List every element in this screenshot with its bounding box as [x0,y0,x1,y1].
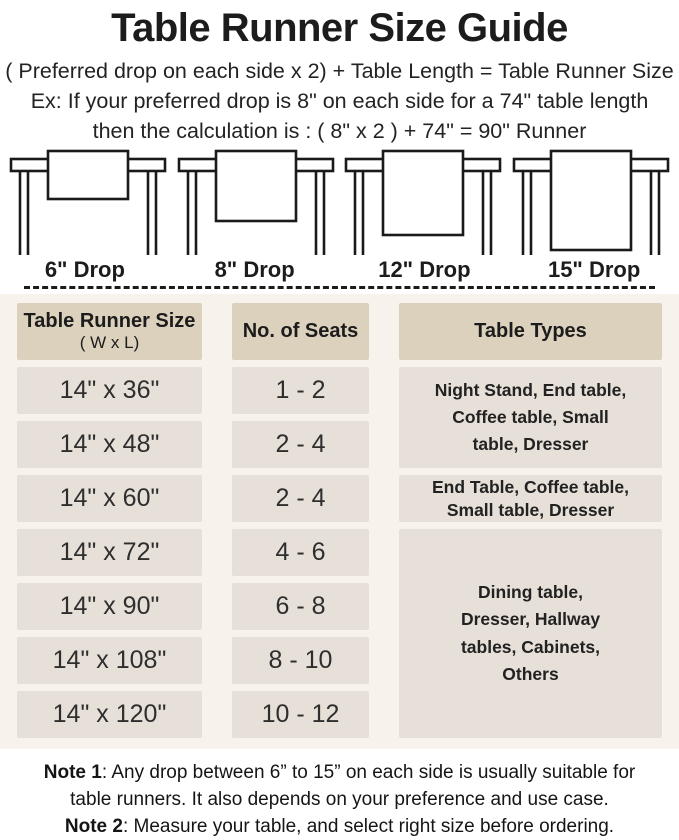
notes-section [0,759,679,840]
seats-cell-row6: 8 - 10 [232,637,369,684]
drop-label-8in: 8" Drop [214,257,295,282]
seats-cell-row7: 10 - 12 [232,691,369,738]
column-header-table-types: Table Types [399,303,662,360]
note-1-text: : Any drop between 6” to 15” on each side is usually suitable for [101,762,636,783]
seats-cell-row3: 2 - 4 [232,475,369,522]
table-drop-diagram-6in [8,148,168,256]
column-header-seats: No. of Seats [232,303,369,360]
table-types-group-large [399,529,662,738]
drop-label-6in: 6" Drop [44,257,125,282]
table-drop-diagram-12in [343,148,503,256]
seats-cell-row1: 1 - 2 [232,367,369,414]
table-types-line: End Table, Coffee table, [431,476,630,497]
table-types-line: Dining table, [478,582,583,603]
seats-cell-row4: 4 - 6 [232,529,369,576]
note-2-label: Note 2 [64,816,123,837]
note-1-line-1 [0,759,679,786]
note-2-line [0,813,679,840]
drop-label-15in: 15" Drop [547,257,641,282]
size-cell-row2: 14" x 48" [17,421,202,468]
table-types-line: tables, Cabinets, [460,636,601,657]
table-drop-diagram-8in [176,148,336,256]
runner-shape [551,151,631,250]
table-types-line: Small table, Dresser [446,499,615,520]
size-guide-table [17,303,663,738]
example-line-2: then the calculation is : ( 8" x 2 ) + 74" = 90" Runner [92,119,587,143]
column-header-runner-size-title: Table Runner Size [23,310,196,333]
size-cell-row1: 14" x 36" [17,367,202,414]
size-cell-row3: 14" x 60" [17,475,202,522]
runner-shape [216,151,296,221]
table-types-line: table, Dresser [472,434,589,455]
size-cell-row4: 14" x 72" [17,529,202,576]
size-cell-row7: 14" x 120" [17,691,202,738]
column-header-runner-size [17,303,202,360]
table-drop-diagram-15in [511,148,671,256]
seats-cell-row2: 2 - 4 [232,421,369,468]
example-line-1: Ex: If your preferred drop is 8" on each side for a 74" table length [30,89,649,113]
table-types-line: Coffee table, Small [452,406,609,427]
drop-labels-row [0,257,679,283]
drop-label-12in: 12" Drop [378,257,471,282]
note-2-text: : Measure your table, and select right size before ordering. [122,816,615,837]
drop-illustrations-row [0,148,679,256]
table-types-group-small [399,367,662,468]
size-guide-panel [0,294,679,749]
runner-shape [48,151,128,199]
table-types-line: Others [502,663,559,684]
note-1-label: Note 1 [43,762,102,783]
table-types-line: Night Stand, End table, [434,379,627,400]
table-types-line: Dresser, Hallway [460,609,601,630]
size-cell-row5: 14" x 90" [17,583,202,630]
dashed-divider [24,286,655,289]
table-types-group-medium [399,475,662,522]
note-1-line-2: table runners. It also depends on your preference and use case. [70,789,609,810]
formula-text: ( Preferred drop on each side x 2) + Table Length = Table Runner Size [5,59,674,83]
seats-cell-row5: 6 - 8 [232,583,369,630]
size-cell-row6: 14" x 108" [17,637,202,684]
runner-shape [383,151,463,235]
page-title: Table Runner Size Guide [111,6,568,50]
column-header-runner-size-sub: ( W x L) [79,333,140,353]
